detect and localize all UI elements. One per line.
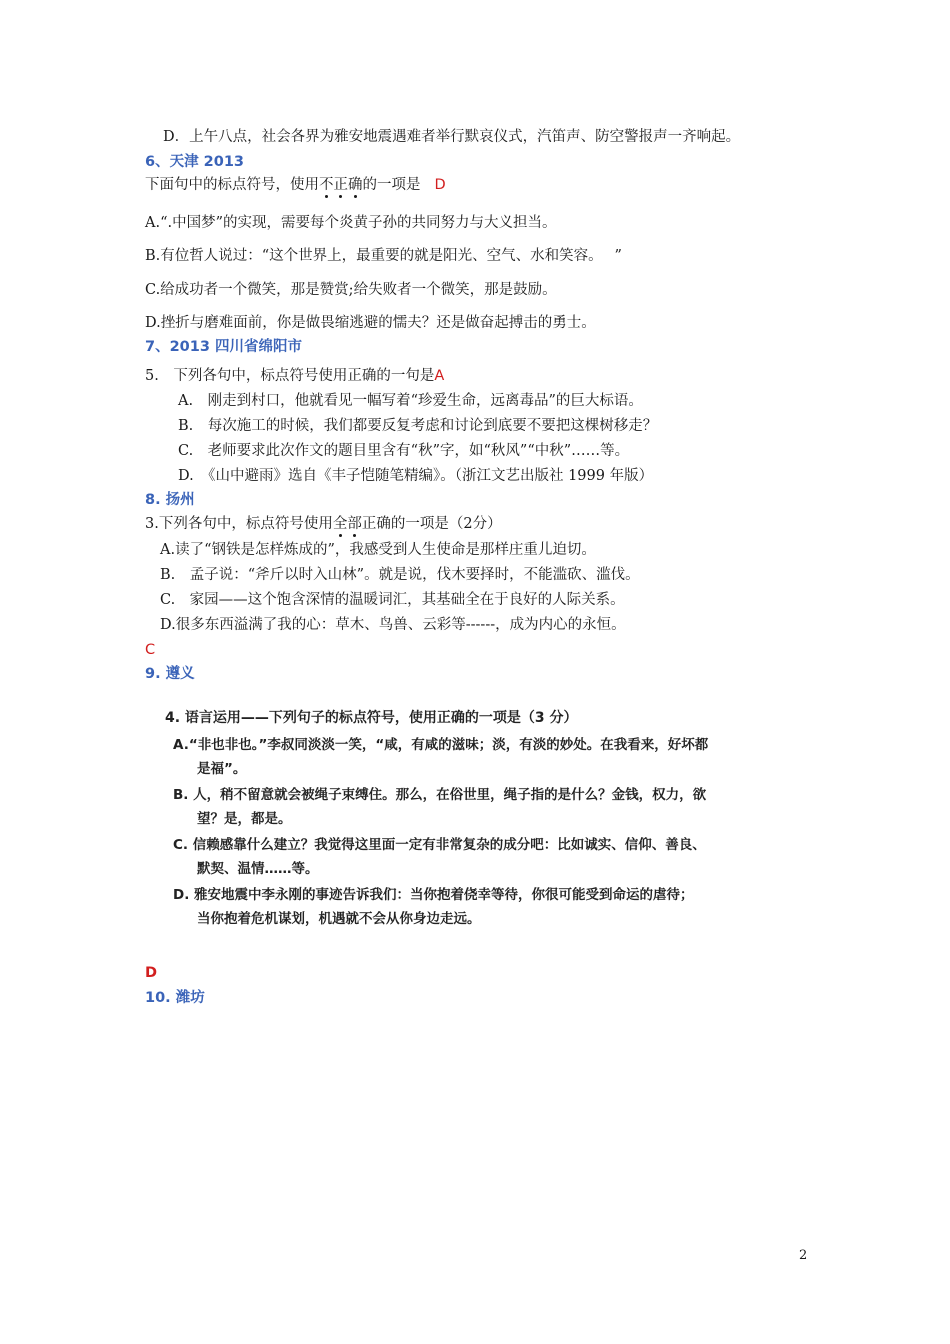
q7-answer: A <box>434 368 445 384</box>
q6-emph-3: 确 <box>348 177 363 193</box>
q7-stem-text: 5. 下列各句中，标点符号使用正确的一句是 <box>145 368 435 384</box>
q6-answer: D <box>434 177 446 193</box>
q8-answer: C <box>145 642 156 658</box>
q6-option-a: A.“.中国梦”的实现，需要每个炎黄子孙的共同努力与大义担当。 <box>145 215 557 231</box>
scanned-question-image <box>165 703 733 933</box>
q8-emph-1: 全 <box>332 516 348 532</box>
section-header-yangzhou: 8. 扬州 <box>145 492 195 508</box>
q6-emph-2: 正 <box>333 177 348 193</box>
scan-stem: 4. 语言运用——下列句子的标点符号，使用正确的一项是（3 分） <box>165 710 578 726</box>
prev-question-option-d: D．上午八点，社会各界为雅安地震遇难者举行默哀仪式，汽笛声、防空警报声一齐响起。 <box>163 129 741 145</box>
q6-stem-before: 下面句中的标点符号，使用 <box>145 177 319 193</box>
section-header-tianjin: 6、天津 2013 <box>145 154 244 170</box>
q8-option-b: B. 孟子说：“斧斤以时入山林”。就是说，伐木要择时，不能滥砍、滥伐。 <box>160 567 640 583</box>
scan-option-c-line2: 默契、温情……等。 <box>197 861 319 877</box>
q8-option-c: C. 家园——这个饱含深情的温暖词汇，其基础全在于良好的人际关系。 <box>160 592 625 608</box>
section-header-zunyi: 9. 遵义 <box>145 666 195 682</box>
scan-option-b-line2: 望？是，都是。 <box>197 811 292 827</box>
q7-stem <box>145 366 444 386</box>
q6-emph-1: 不 <box>319 177 334 193</box>
scan-option-a-line1: A.“非也非也。”李叔同淡淡一笑，“咸，有咸的滋味；淡，有淡的妙处。在我看来，好坏都 <box>173 737 709 753</box>
q8-option-a: A.读了“钢铁是怎样炼成的”，我感受到人生使命是那样庄重儿迫切。 <box>160 542 596 558</box>
q8-stem-before: 3.下列各句中，标点符号使用 <box>145 516 333 532</box>
q8-stem <box>145 514 502 534</box>
scan-option-c-line1: C. 信赖感靠什么建立？我觉得这里面一定有非常复杂的成分吧：比如诚实、信仰、善良、 <box>173 837 706 853</box>
page-number: 2 <box>799 1248 808 1263</box>
q8-stem-after: 正确的一项是（2分） <box>361 516 502 532</box>
q8-emph-2: 部 <box>347 516 362 532</box>
q7-option-c: C. 老师要求此次作文的题目里含有“秋”字，如“秋风”“中秋”……等。 <box>178 443 630 459</box>
section-header-mianyang: 7、2013 四川省绵阳市 <box>145 339 302 355</box>
q7-option-d: D. 《山中避雨》选自《丰子恺随笔精编》。（浙江文艺出版社 1999 年版） <box>178 468 654 484</box>
q6-stem-after: 的一项是 <box>362 177 421 193</box>
q6-option-c: C.给成功者一个微笑，那是赞赏;给失败者一个微笑，那是鼓励。 <box>145 282 557 298</box>
scan-option-a-line2: 是福”。 <box>197 761 247 777</box>
scan-option-d-line1: D. 雅安地震中李永刚的事迹告诉我们：当你抱着侥幸等待，你很可能受到命运的虐待； <box>173 887 694 903</box>
section-header-weifang: 10. 潍坊 <box>145 990 205 1006</box>
scan-option-b-line1: B. 人，稍不留意就会被绳子束缚住。那么，在俗世里，绳子指的是什么？金钱，权力，欲 <box>173 787 707 803</box>
q6-stem <box>145 175 446 195</box>
q7-option-b: B. 每次施工的时候，我们都要反复考虑和讨论到底要不要把这棵树移走？ <box>178 418 658 434</box>
q6-option-d: D.挫折与磨难面前，你是做畏缩逃避的懦夫？还是做奋起搏击的勇士。 <box>145 315 596 331</box>
q6-option-b: B.有位哲人说过：“这个世界上，最重要的就是阳光、空气、水和笑容。 ” <box>145 248 622 264</box>
q7-option-a: A. 刚走到村口，他就看见一幅写着“珍爱生命，远离毒品”的巨大标语。 <box>178 393 643 409</box>
q8-option-d: D.很多东西溢满了我的心：草木、鸟兽、云彩等------，成为内心的永恒。 <box>160 617 626 633</box>
q9-answer: D <box>145 965 158 981</box>
scan-option-d-line2: 当你抱着危机谋划，机遇就不会从你身边走远。 <box>197 911 481 927</box>
